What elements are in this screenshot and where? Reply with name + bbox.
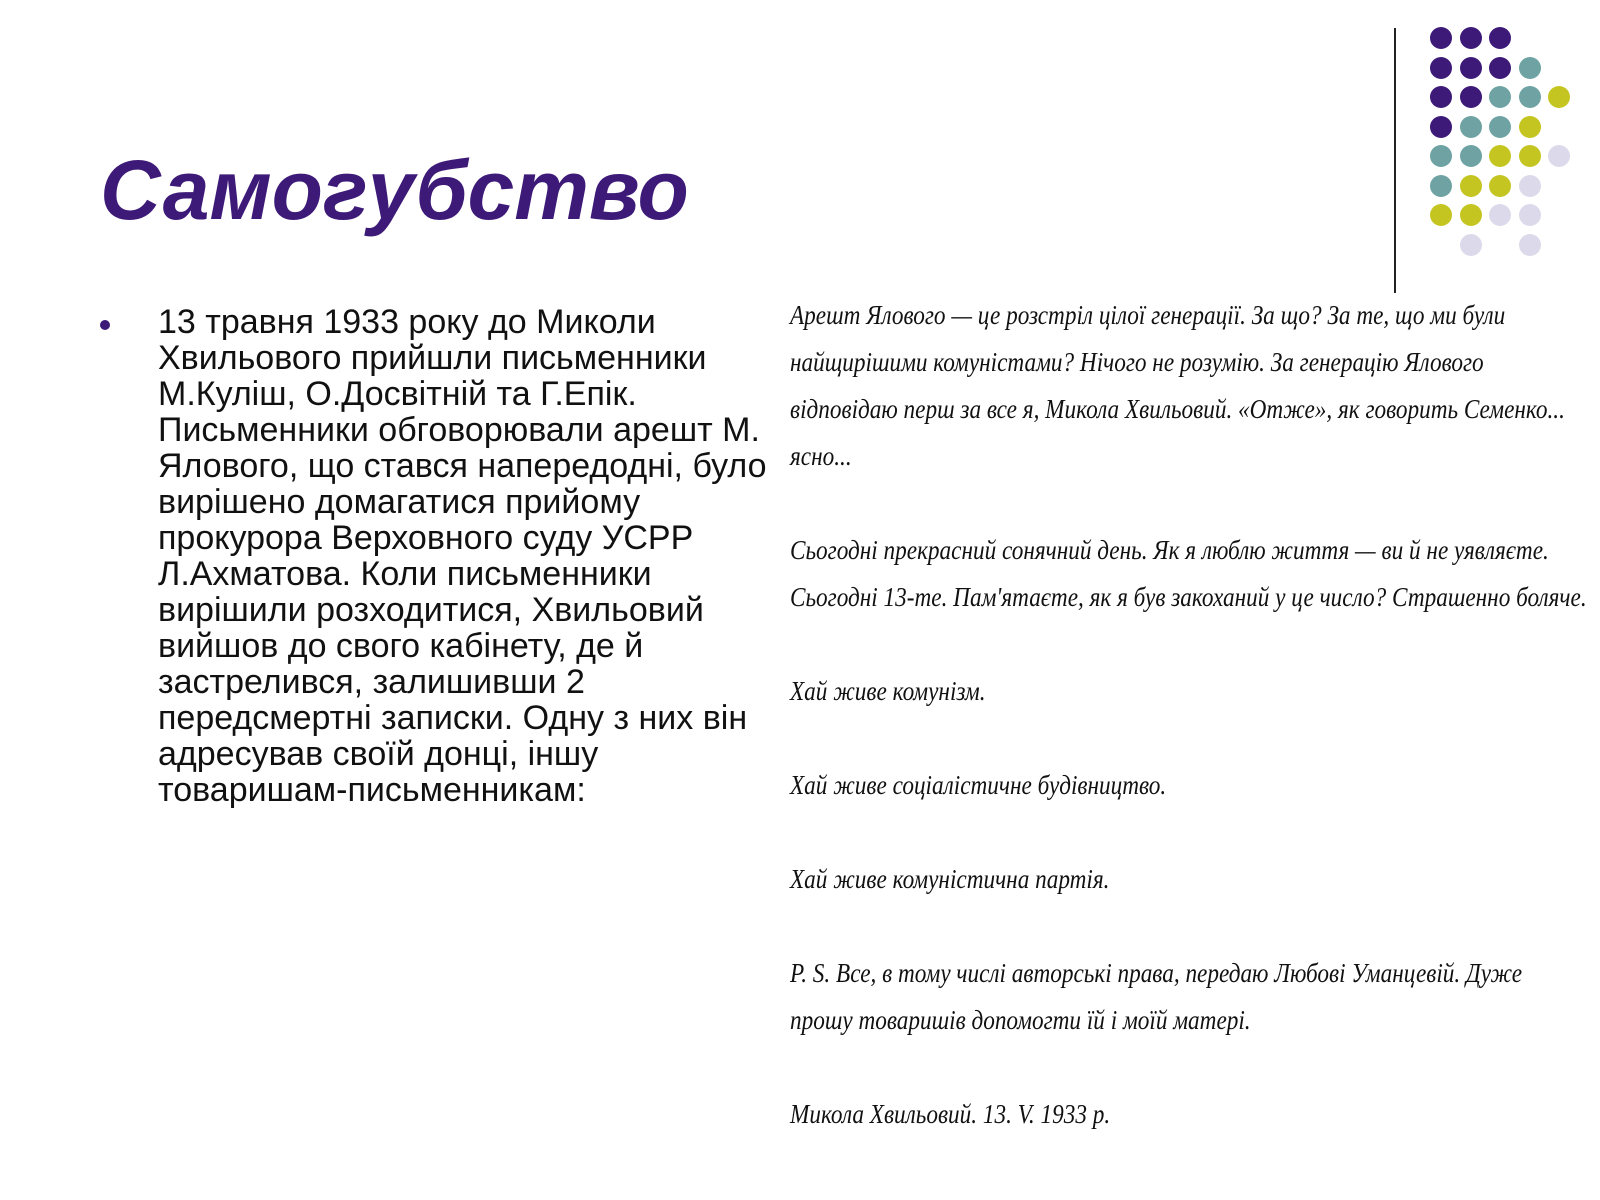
note-paragraph-2 [790, 527, 1587, 621]
decorative-dot [1430, 145, 1452, 167]
decorative-dot [1489, 27, 1511, 49]
note-line: Сьогодні прекрасний сонячний день. Як я люблю життя — ви й не уявляєте. [790, 535, 1549, 565]
decorative-dot [1430, 57, 1452, 79]
note-line: прошу товаришів допомогти їй і моїй матері. [790, 1005, 1251, 1035]
decorative-dot [1489, 175, 1511, 197]
decorative-dot [1430, 204, 1452, 226]
decorative-dot [1489, 204, 1511, 226]
decorative-dot [1489, 116, 1511, 138]
slide-title: Самогубство [100, 143, 689, 237]
decorative-dot [1460, 116, 1482, 138]
decorative-dot [1519, 86, 1541, 108]
bullet-icon [100, 320, 110, 330]
decorative-dot [1519, 116, 1541, 138]
decorative-dot [1430, 86, 1452, 108]
decorative-dot [1460, 57, 1482, 79]
note-line: ясно... [790, 441, 852, 471]
decorative-dot [1519, 57, 1541, 79]
decorative-dot [1519, 145, 1541, 167]
note-line: Хай живе соціалістичне будівництво. [790, 770, 1167, 800]
note-paragraph-6 [790, 950, 1523, 1044]
decorative-dot [1460, 27, 1482, 49]
note-paragraph-1 [790, 292, 1565, 480]
note-paragraph-4 [790, 762, 1485, 809]
decorative-dot [1519, 234, 1541, 256]
note-paragraph-7 [790, 1091, 1485, 1138]
decorative-dot [1430, 27, 1452, 49]
decorative-dot [1460, 204, 1482, 226]
suicide-note-text [790, 292, 1587, 1185]
decorative-dot [1548, 86, 1570, 108]
decorative-dot [1460, 234, 1482, 256]
decorative-dot [1430, 175, 1452, 197]
decorative-dot [1519, 175, 1541, 197]
note-line: Хай живе комуністична партія. [790, 864, 1110, 894]
note-paragraph-3 [790, 668, 1485, 715]
decorative-dot [1489, 57, 1511, 79]
note-line: Арешт Ялового — це розстріл цілої генерації. За що? За те, що ми були [790, 300, 1506, 330]
note-line: відповідаю перш за все я, Микола Хвильовий. «Отже», як говорить Семенко... [790, 394, 1565, 424]
decorative-dot [1548, 145, 1570, 167]
note-line: P. S. Все, в тому числі авторські права, передаю Любові Уманцевій. Дуже [790, 958, 1523, 988]
note-line: Хай живе комунізм. [790, 676, 986, 706]
note-line: Сьогодні 13-те. Пам'ятаєте, як я був закоханий у це число? Страшенно боляче. [790, 582, 1587, 612]
decorative-dot [1430, 116, 1452, 138]
decorative-dot [1460, 145, 1482, 167]
note-line: найщирішими комуністами? Нічого не розумію. За генерацію Ялового [790, 347, 1484, 377]
decorative-dot [1489, 145, 1511, 167]
decorative-divider-line [1394, 28, 1396, 293]
note-paragraph-5 [790, 856, 1485, 903]
bullet-item [96, 304, 776, 808]
bullet-list [96, 304, 776, 808]
bullet-text: 13 травня 1933 року до Миколи Хвильового прийшли письменники М.Куліш, О.Досвітній та Г.Епік. Письменники обговорювали арешт М. Ялового, що стався напередодні, було вирішено домагатися прийому прокурора Верховного суду УСРР Л.Ахматова. Коли письменники вирішили розходитися, Хвильовий вийшов до свого кабінету, де й застрелився, залишивши 2 передсмертні записки. Одну з них він адресував своїй донці, іншу товаришам-письменникам: [158, 303, 767, 809]
decorative-dot [1489, 86, 1511, 108]
decorative-dot [1519, 204, 1541, 226]
decorative-dot [1460, 86, 1482, 108]
note-line: Микола Хвильовий. 13. V. 1933 р. [790, 1099, 1111, 1129]
decorative-dot [1460, 175, 1482, 197]
